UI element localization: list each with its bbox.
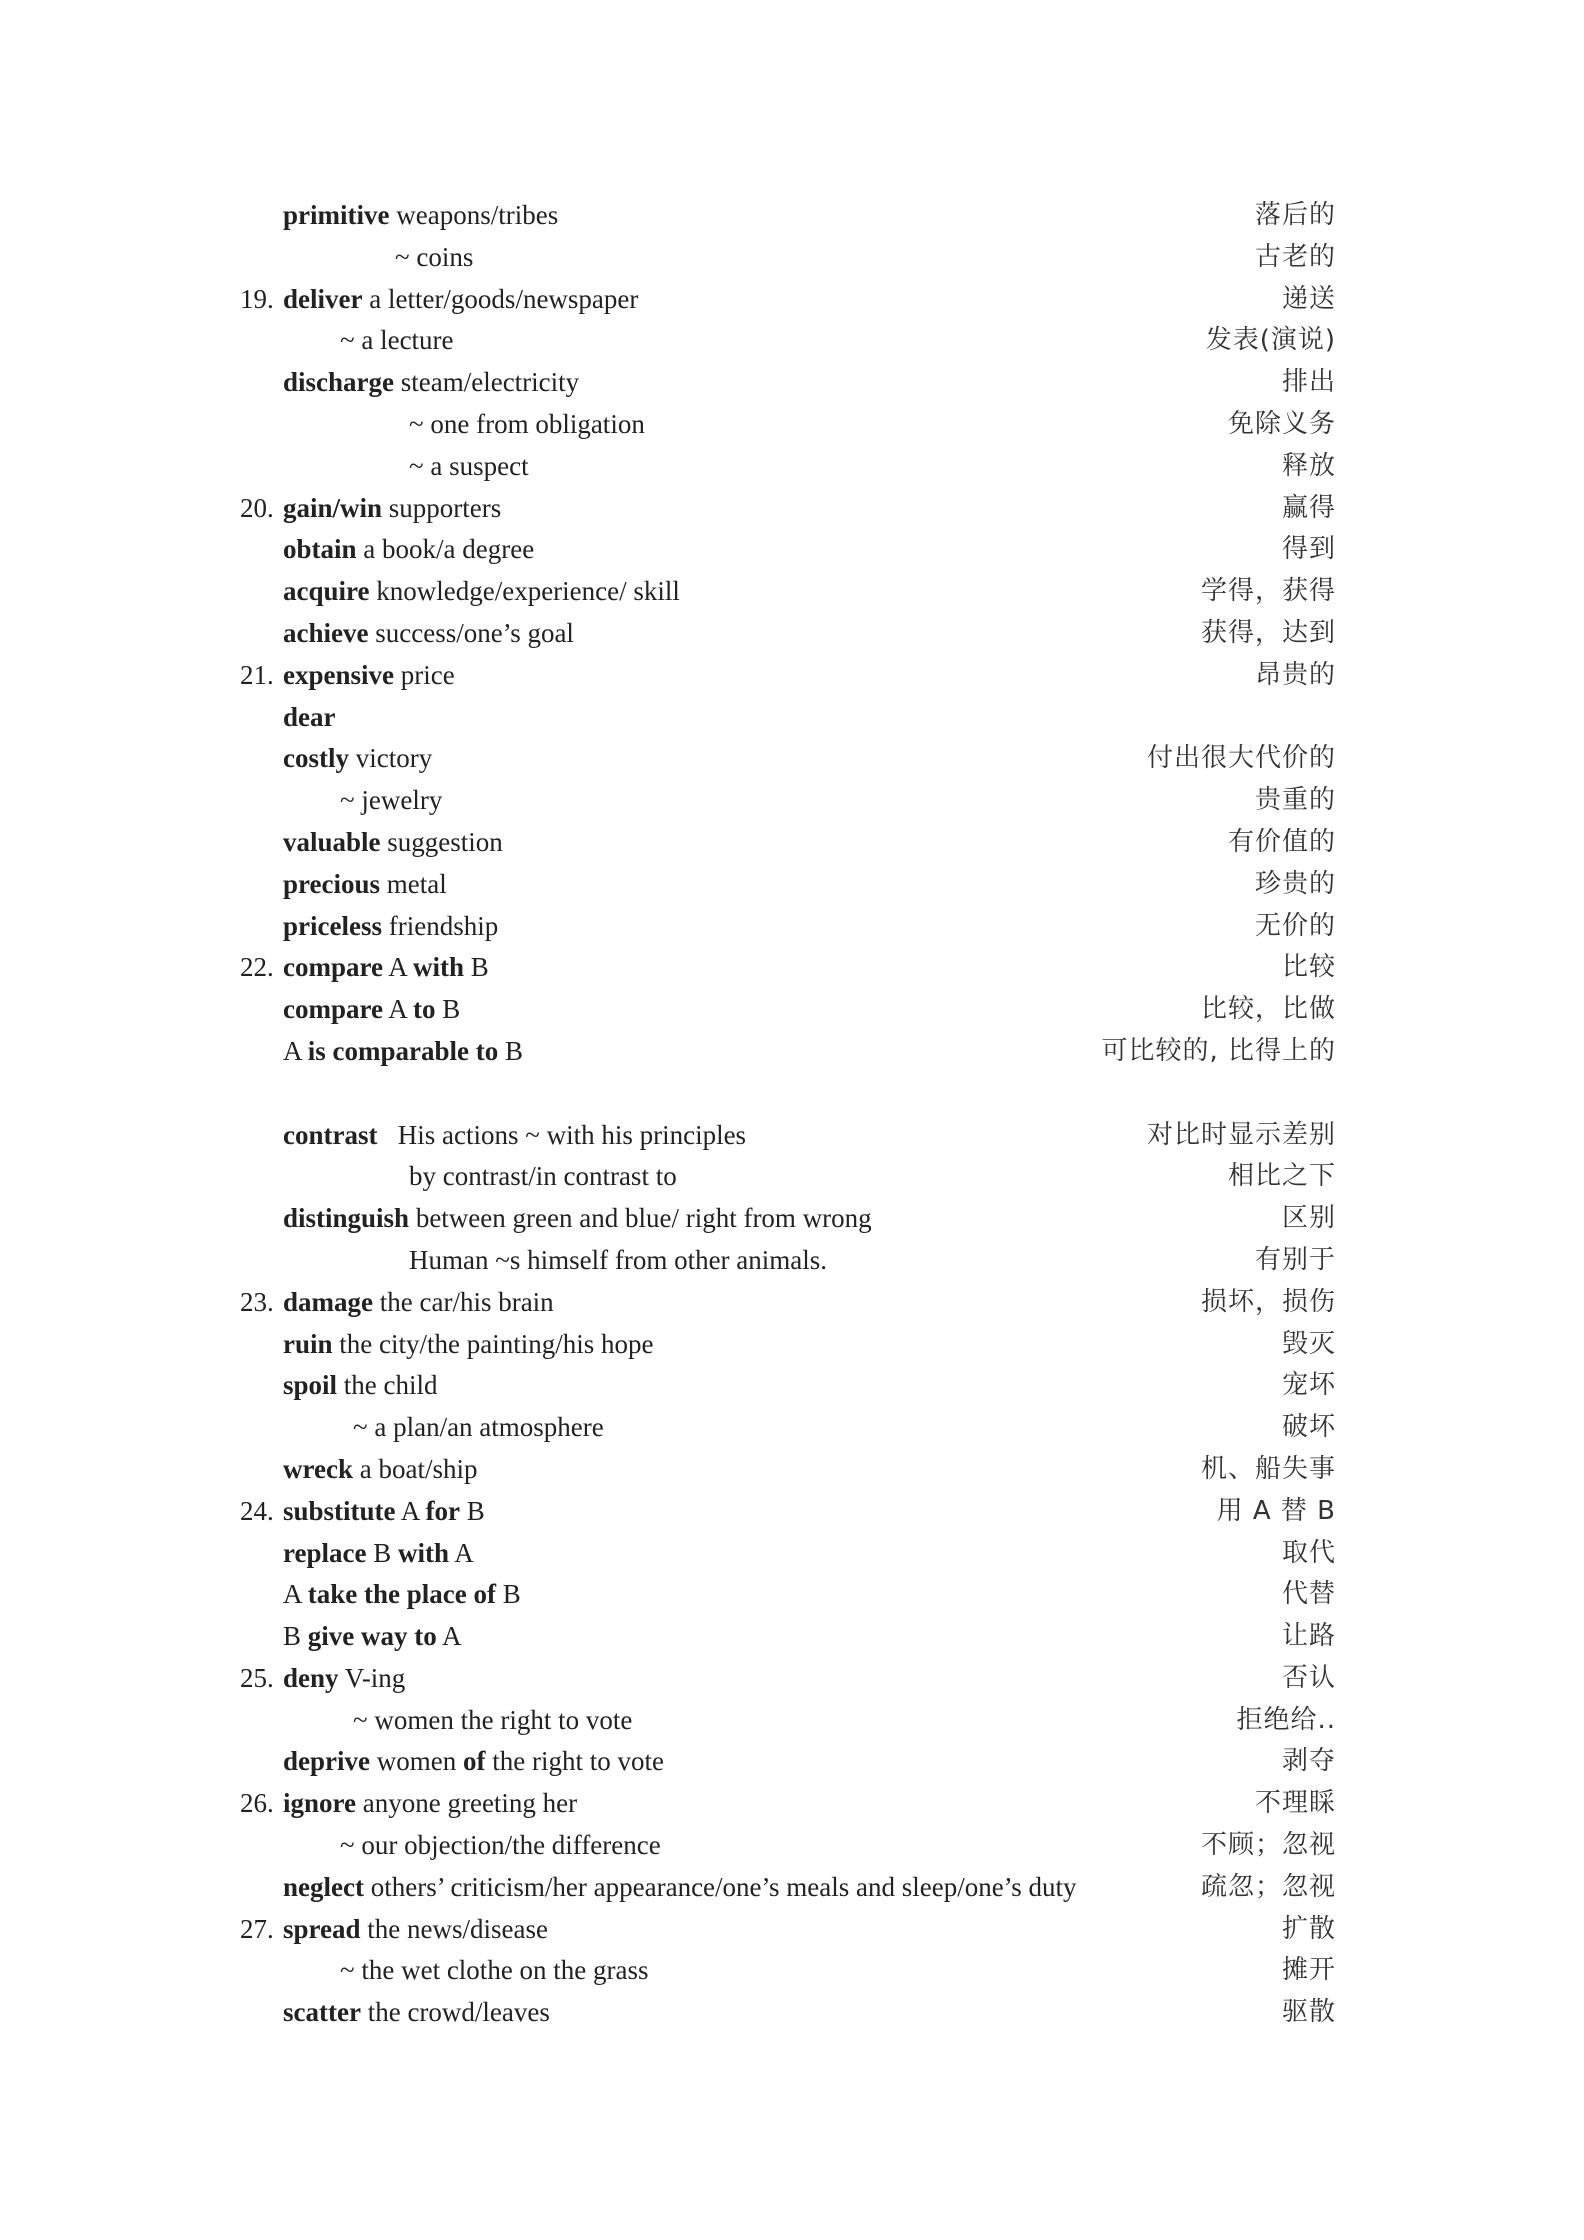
english-phrase	[283, 1449, 477, 1491]
chinese-meaning: 比较，比做	[1200, 994, 1336, 1025]
phrase-text: the right to vote	[485, 1746, 664, 1777]
phrase-text: B	[495, 1579, 521, 1610]
chinese-meaning: 递送	[1281, 283, 1336, 314]
english-phrase	[409, 1156, 677, 1198]
chinese-meaning: 学得，获得	[1200, 576, 1336, 607]
keyword: acquire	[283, 576, 370, 607]
english-phrase	[353, 1407, 604, 1449]
chinese-meaning: 摊开	[1281, 1955, 1336, 1986]
keyword: substitute	[283, 1495, 396, 1526]
chinese-meaning: 排出	[1281, 367, 1336, 398]
phrase-text: A	[436, 1621, 462, 1652]
english-phrase	[283, 362, 579, 404]
phrase-text: ~ jewelry	[340, 785, 443, 816]
chinese-meaning: 得到	[1281, 534, 1336, 565]
chinese-meaning: 取代	[1281, 1537, 1336, 1568]
english-phrase	[283, 1616, 462, 1658]
english-phrase	[283, 1783, 577, 1825]
english-phrase	[283, 738, 432, 780]
english-phrase	[283, 1031, 523, 1073]
keyword: ruin	[283, 1328, 333, 1359]
english-phrase	[283, 1324, 653, 1366]
vocab-row	[0, 989, 1584, 1031]
phrase-text: ~ coins	[395, 241, 474, 272]
english-phrase	[409, 1240, 827, 1282]
vocab-row	[0, 1950, 1584, 1992]
english-phrase	[283, 1115, 746, 1157]
phrase-text: ~ one from obligation	[409, 408, 645, 439]
entry-number: 26.	[240, 1788, 274, 1819]
chinese-meaning: 让路	[1281, 1621, 1336, 1652]
keyword: compare	[283, 994, 383, 1025]
english-phrase	[283, 1198, 872, 1240]
keyword: with	[397, 1537, 449, 1568]
chinese-meaning: 扩散	[1281, 1913, 1336, 1944]
chinese-meaning: 拒绝给..	[1236, 1704, 1336, 1735]
keyword: precious	[283, 868, 381, 899]
phrase-text: A	[395, 1495, 426, 1526]
vocab-row	[0, 906, 1584, 948]
english-phrase	[395, 237, 473, 279]
vocab-row	[0, 279, 1584, 321]
entry-number: 19.	[240, 283, 274, 314]
vocab-row	[0, 1407, 1584, 1449]
chinese-meaning: 有价值的	[1227, 826, 1336, 857]
vocab-row	[0, 1741, 1584, 1783]
vocab-row	[0, 529, 1584, 571]
keyword: spoil	[283, 1370, 338, 1401]
keyword: distinguish	[283, 1203, 410, 1234]
keyword: take the place of	[307, 1579, 496, 1610]
vocab-row	[0, 404, 1584, 446]
entry-number: 22.	[240, 952, 274, 983]
phrase-text: price	[394, 659, 455, 690]
phrase-text: a boat/ship	[352, 1453, 478, 1484]
keyword: valuable	[283, 826, 381, 857]
english-phrase	[283, 1867, 1076, 1909]
vocab-row	[0, 1282, 1584, 1324]
phrase-text: ~ our objection/the difference	[340, 1830, 661, 1861]
chinese-meaning: 释放	[1281, 450, 1336, 481]
keyword: expensive	[283, 659, 394, 690]
entry-number: 24.	[240, 1495, 274, 1526]
vocab-row	[0, 1867, 1584, 1909]
keyword: damage	[283, 1286, 373, 1317]
vocab-row	[0, 571, 1584, 613]
phrase-text: knowledge/experience/ skill	[369, 576, 680, 607]
phrase-text: A	[283, 1579, 308, 1610]
chinese-meaning: 免除义务	[1227, 408, 1336, 439]
english-phrase	[283, 1491, 485, 1533]
english-phrase	[283, 613, 574, 655]
vocab-row	[0, 864, 1584, 906]
vocab-row	[0, 1909, 1584, 1951]
vocab-row	[0, 613, 1584, 655]
vocab-row	[0, 1198, 1584, 1240]
keyword: contrast	[283, 1119, 378, 1150]
english-phrase	[340, 780, 442, 822]
entry-number: 21.	[240, 659, 274, 690]
english-phrase	[283, 989, 460, 1031]
keyword: give way to	[307, 1621, 437, 1652]
phrase-text: B	[435, 994, 461, 1025]
chinese-meaning: 破坏	[1281, 1412, 1336, 1443]
phrase-text: A	[449, 1537, 474, 1568]
keyword: deprive	[283, 1746, 370, 1777]
vocab-row	[0, 1324, 1584, 1366]
vocab-row	[0, 1449, 1584, 1491]
phrase-text: ~ women the right to vote	[353, 1704, 633, 1735]
vocab-row	[0, 446, 1584, 488]
keyword: to	[413, 994, 436, 1025]
phrase-text: suggestion	[380, 826, 503, 857]
english-phrase	[283, 529, 534, 571]
vocab-row	[0, 362, 1584, 404]
vocab-row	[0, 655, 1584, 697]
chinese-meaning: 珍贵的	[1254, 868, 1336, 899]
keyword: for	[425, 1495, 461, 1526]
keyword: primitive	[283, 200, 390, 230]
phrase-text: His actions ~ with his principles	[377, 1119, 747, 1150]
chinese-meaning: 可比较的, 比得上的	[1101, 1035, 1336, 1066]
chinese-meaning: 获得，达到	[1200, 617, 1336, 648]
phrase-text: Human ~s himself from other animals.	[409, 1244, 828, 1275]
phrase-text: anyone greeting her	[356, 1788, 578, 1819]
english-phrase	[409, 404, 645, 446]
keyword: costly	[283, 743, 349, 774]
keyword: is comparable to	[307, 1035, 499, 1066]
chinese-meaning: 不顾；忽视	[1200, 1830, 1336, 1861]
english-phrase	[283, 1282, 554, 1324]
chinese-meaning: 代替	[1281, 1579, 1336, 1610]
phrase-text: metal	[380, 868, 447, 899]
english-phrase	[283, 1533, 474, 1575]
english-phrase	[283, 1992, 550, 2034]
vocab-row	[0, 237, 1584, 279]
phrase-text: supporters	[382, 492, 502, 523]
keyword: dear	[283, 701, 336, 732]
phrase-text: ~ a lecture	[340, 325, 454, 356]
phrase-text: A	[283, 1035, 308, 1066]
keyword: spread	[283, 1913, 361, 1944]
chinese-meaning: 古老的	[1254, 241, 1336, 272]
vocab-row	[0, 488, 1584, 530]
phrase-text: weapons/tribes	[389, 200, 559, 230]
vocab-row	[0, 822, 1584, 864]
keyword: wreck	[283, 1453, 353, 1484]
english-phrase	[409, 446, 529, 488]
english-phrase	[283, 279, 638, 321]
keyword: deny	[283, 1662, 339, 1693]
keyword: discharge	[283, 367, 394, 398]
chinese-meaning: 机、船失事	[1200, 1453, 1336, 1484]
phrase-text: steam/electricity	[394, 367, 580, 398]
english-phrase	[353, 1700, 632, 1742]
phrase-text: a letter/goods/newspaper	[362, 283, 639, 314]
phrase-text: B	[283, 1621, 308, 1652]
vocab-row	[0, 1533, 1584, 1575]
phrase-text: victory	[348, 743, 433, 774]
phrase-text: ~ the wet clothe on the grass	[340, 1955, 649, 1986]
phrase-text: A	[382, 952, 414, 983]
vocab-row	[0, 1240, 1584, 1282]
vocab-row	[0, 1031, 1584, 1073]
phrase-text: the car/his brain	[373, 1286, 554, 1317]
keyword: neglect	[283, 1871, 364, 1902]
chinese-meaning: 剥夺	[1281, 1746, 1336, 1777]
english-phrase	[283, 1365, 438, 1407]
english-phrase	[283, 1909, 548, 1951]
phrase-text: B	[366, 1537, 398, 1568]
vocab-row	[0, 1073, 1584, 1115]
vocab-row	[0, 1700, 1584, 1742]
chinese-meaning: 无价的	[1254, 910, 1336, 941]
keyword: priceless	[283, 910, 382, 941]
vocab-row	[0, 947, 1584, 989]
chinese-meaning: 毁灭	[1281, 1328, 1336, 1359]
chinese-meaning: 昂贵的	[1254, 659, 1336, 690]
keyword: gain/win	[283, 492, 383, 523]
vocab-row	[0, 1574, 1584, 1616]
entry-number: 25.	[240, 1662, 274, 1693]
keyword: with	[413, 952, 465, 983]
phrase-text: a book/a degree	[356, 534, 535, 565]
entry-number: 20.	[240, 492, 274, 523]
english-phrase	[283, 697, 335, 739]
keyword: achieve	[283, 617, 369, 648]
english-phrase	[340, 320, 454, 362]
vocab-row	[0, 697, 1584, 739]
english-phrase	[283, 822, 503, 864]
chinese-meaning: 落后的	[1254, 200, 1336, 230]
vocab-row	[0, 1491, 1584, 1533]
vocab-row	[0, 1616, 1584, 1658]
chinese-meaning: 区别	[1281, 1203, 1336, 1234]
chinese-meaning: 有别于	[1254, 1244, 1336, 1275]
phrase-text: the crowd/leaves	[360, 1997, 550, 2028]
phrase-text: B	[498, 1035, 524, 1066]
phrase-text: friendship	[381, 910, 499, 941]
vocab-row	[0, 1365, 1584, 1407]
phrase-text: ~ a suspect	[409, 450, 529, 481]
entry-number: 27.	[240, 1913, 274, 1944]
english-phrase	[283, 571, 680, 613]
english-phrase	[283, 1741, 664, 1783]
vocab-row	[0, 1992, 1584, 2034]
english-phrase	[283, 655, 455, 697]
vocab-row	[0, 1115, 1584, 1157]
vocab-row	[0, 780, 1584, 822]
vocab-row	[0, 1783, 1584, 1825]
phrase-text: success/one’s goal	[368, 617, 574, 648]
english-phrase	[340, 1825, 661, 1867]
phrase-text: the city/the painting/his hope	[332, 1328, 654, 1359]
english-phrase	[283, 1658, 405, 1700]
phrase-text: the news/disease	[360, 1913, 548, 1944]
chinese-meaning: 赢得	[1281, 492, 1336, 523]
english-phrase	[283, 488, 501, 530]
english-phrase	[283, 195, 558, 237]
english-phrase	[283, 947, 489, 989]
vocab-row	[0, 1658, 1584, 1700]
chinese-meaning: 疏忽；忽视	[1200, 1871, 1336, 1902]
keyword: scatter	[283, 1997, 361, 2028]
chinese-meaning: 贵重的	[1254, 785, 1336, 816]
chinese-meaning: 相比之下	[1227, 1161, 1336, 1192]
chinese-meaning: 驱散	[1281, 1997, 1336, 2028]
entry-number: 23.	[240, 1286, 274, 1317]
phrase-text: by contrast/in contrast to	[409, 1161, 677, 1192]
chinese-meaning: 比较	[1281, 952, 1336, 983]
chinese-meaning: 付出很大代价的	[1146, 743, 1336, 774]
phrase-text: B	[464, 952, 489, 983]
english-phrase	[283, 1574, 521, 1616]
phrase-text: A	[382, 994, 414, 1025]
phrase-text: V-ing	[338, 1662, 406, 1693]
chinese-meaning: 损坏，损伤	[1200, 1286, 1336, 1317]
phrase-text: the child	[337, 1370, 438, 1401]
chinese-meaning: 否认	[1281, 1662, 1336, 1693]
vocab-row	[0, 738, 1584, 780]
chinese-meaning: 不理睬	[1254, 1788, 1336, 1819]
chinese-meaning: 用 A 替 B	[1216, 1495, 1336, 1526]
english-phrase	[340, 1950, 649, 1992]
keyword: compare	[283, 952, 383, 983]
vocab-row	[0, 320, 1584, 362]
phrase-text: women	[370, 1746, 463, 1777]
keyword: ignore	[283, 1788, 356, 1819]
keyword: replace	[283, 1537, 367, 1568]
keyword: deliver	[283, 283, 363, 314]
phrase-text: between green and blue/ right from wrong	[409, 1203, 872, 1234]
chinese-meaning: 对比时显示差别	[1146, 1119, 1336, 1150]
english-phrase	[283, 906, 498, 948]
chinese-meaning: 宠坏	[1281, 1370, 1336, 1401]
english-phrase	[283, 864, 447, 906]
keyword: of	[462, 1746, 486, 1777]
vocab-row	[0, 1156, 1584, 1198]
vocab-row	[0, 1825, 1584, 1867]
phrase-text: others’ criticism/her appearance/one’s meals and sleep/one’s duty	[363, 1871, 1077, 1902]
vocabulary-list	[0, 195, 1584, 2034]
vocab-row	[0, 195, 1584, 237]
chinese-meaning: 发表(演说)	[1205, 325, 1336, 356]
phrase-text: B	[460, 1495, 485, 1526]
keyword: obtain	[283, 534, 357, 565]
phrase-text: ~ a plan/an atmosphere	[353, 1412, 604, 1443]
